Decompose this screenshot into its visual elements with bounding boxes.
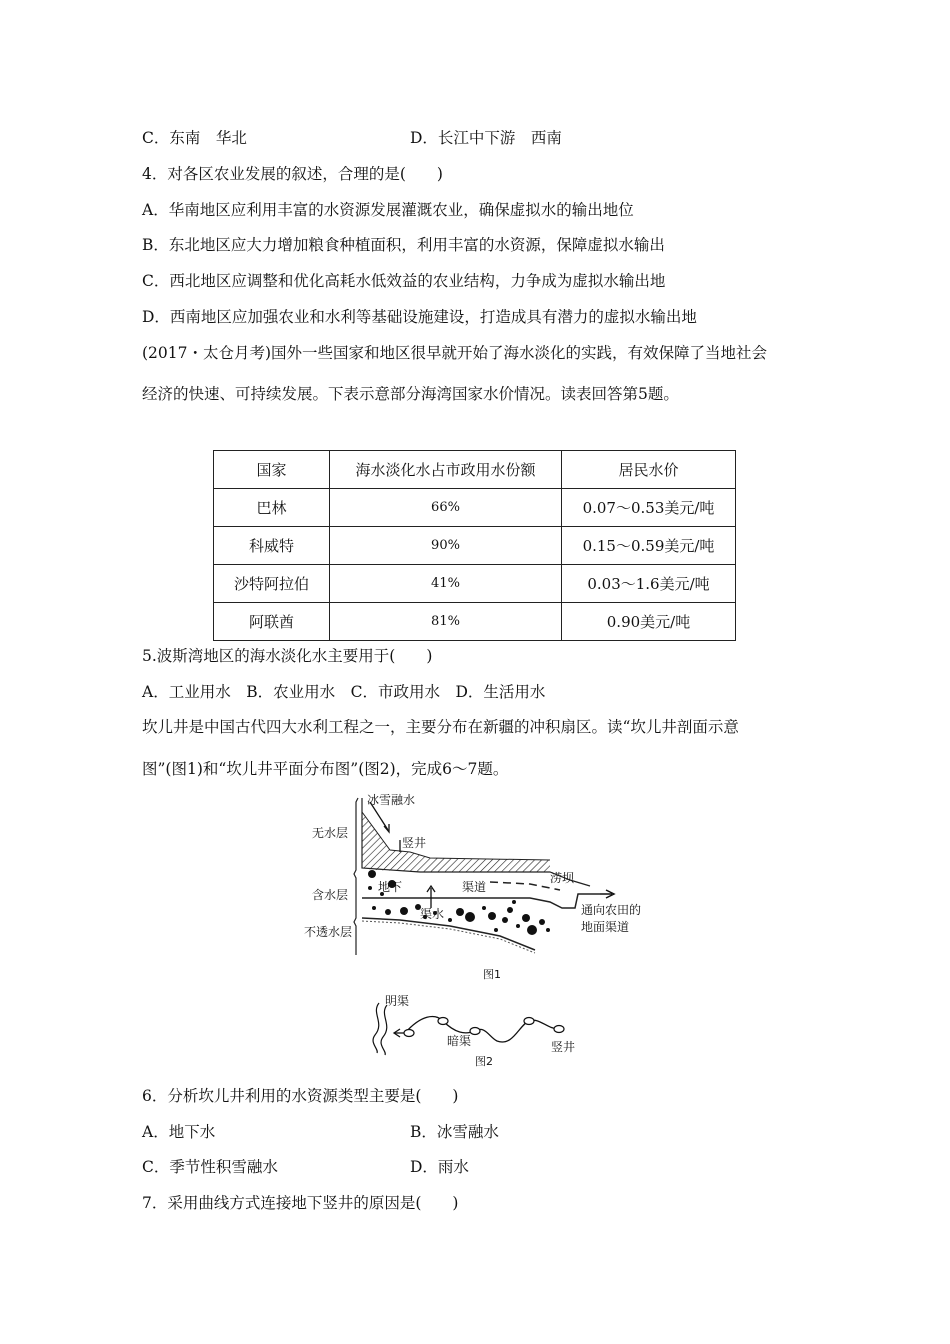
table-cell-country: 沙特阿拉伯 — [214, 565, 330, 603]
fig1-label-dam: 涝坝 — [550, 871, 575, 885]
water-price-table — [213, 450, 736, 641]
q4-stem: 4．对各区农业发展的叙述，合理的是( ) — [142, 165, 443, 183]
table-row — [214, 603, 736, 641]
fig1-label-to-field-1: 通向农田的 — [581, 903, 642, 917]
fig1-label-to-field-2: 地面渠道 — [581, 920, 630, 934]
table-cell-share: 90% — [330, 527, 562, 565]
karez-plan-figure — [365, 995, 605, 1073]
fig2-label-open-channel: 明渠 — [385, 995, 410, 1008]
fig1-label-impermeable: 不透水层 — [304, 925, 353, 939]
q4-option-c: C．西北地区应调整和优化高耗水低效益的农业结构，力争成为虚拟水输出地 — [142, 272, 666, 290]
fig1-label-channel: 渠道 — [462, 880, 487, 894]
table-cell-share: 81% — [330, 603, 562, 641]
q6-option-c: C．季节性积雪融水 — [142, 1158, 278, 1176]
table-cell-price: 0.15～0.59美元/吨 — [562, 527, 736, 565]
table-cell-price: 0.90美元/吨 — [562, 603, 736, 641]
q6-option-a: A．地下水 — [142, 1123, 216, 1141]
table-cell-country: 阿联酋 — [214, 603, 330, 641]
q5-options: A．工业用水 B．农业用水 C．市政用水 D．生活用水 — [142, 683, 546, 701]
q5-intro-line2: 经济的快速、可持续发展。下表示意部分海湾国家水价情况。读表回答第5题。 — [142, 385, 679, 403]
q5-intro-line1: (2017・太仓月考)国外一些国家和地区很早就开始了海水淡化的实践，有效保障了当地社会 — [142, 344, 768, 362]
table-cell-country: 巴林 — [214, 489, 330, 527]
q4-option-b: B．东北地区应大力增加粮食种植面积，利用丰富的水资源，保障虚拟水输出 — [142, 236, 665, 254]
q6-option-b: B．冰雪融水 — [410, 1123, 499, 1141]
q4-option-d: D．西南地区应加强农业和水利等基础设施建设，打造成具有潜力的虚拟水输出地 — [142, 308, 697, 326]
table-row — [214, 565, 736, 603]
fig1-label-shaft: 竖井 — [402, 836, 427, 850]
table-header-price: 居民水价 — [562, 451, 736, 489]
q6-stem: 6．分析坎儿井利用的水资源类型主要是( ) — [142, 1087, 459, 1105]
table-cell-price: 0.07～0.53美元/吨 — [562, 489, 736, 527]
q6-intro-line1: 坎儿井是中国古代四大水利工程之一，主要分布在新疆的冲积扇区。读“坎儿井剖面示意 — [142, 718, 739, 736]
q6-intro-line2: 图”(图1)和“坎儿井平面分布图”(图2)，完成6～7题。 — [142, 760, 509, 778]
table-row — [214, 527, 736, 565]
karez-cross-section-figure — [300, 790, 660, 990]
table-row — [214, 489, 736, 527]
q5-stem: 5.波斯湾地区的海水淡化水主要用于( ) — [142, 647, 433, 665]
table-cell-share: 66% — [330, 489, 562, 527]
table-cell-share: 41% — [330, 565, 562, 603]
fig2-label-hidden-channel: 暗渠 — [447, 1034, 472, 1048]
table-cell-price: 0.03～1.6美元/吨 — [562, 565, 736, 603]
q3-option-d: D．长江中下游 西南 — [410, 129, 562, 147]
table-header-country: 国家 — [214, 451, 330, 489]
fig1-label-channel-water: 渠水 — [420, 907, 445, 921]
fig1-label-snowmelt: 冰雪融水 — [367, 793, 416, 807]
table-header-row — [214, 451, 736, 489]
q3-option-c: C．东南 华北 — [142, 129, 247, 147]
fig1-label-underground: 地下 — [378, 880, 403, 894]
fig2-caption: 图2 — [475, 1055, 493, 1068]
q7-stem: 7．采用曲线方式连接地下竖井的原因是( ) — [142, 1194, 459, 1212]
q4-option-a: A．华南地区应利用丰富的水资源发展灌溉农业，确保虚拟水的输出地位 — [142, 201, 634, 219]
table-cell-country: 科威特 — [214, 527, 330, 565]
q6-option-d: D．雨水 — [410, 1158, 469, 1176]
fig1-label-dry-layer: 无水层 — [312, 826, 349, 840]
fig2-label-shaft: 竖井 — [551, 1040, 576, 1054]
fig1-label-aquifer: 含水层 — [312, 888, 349, 902]
dry-layer-hatch — [362, 812, 550, 872]
fig1-caption: 图1 — [483, 968, 501, 981]
table-header-share: 海水淡化水占市政用水份额 — [330, 451, 562, 489]
